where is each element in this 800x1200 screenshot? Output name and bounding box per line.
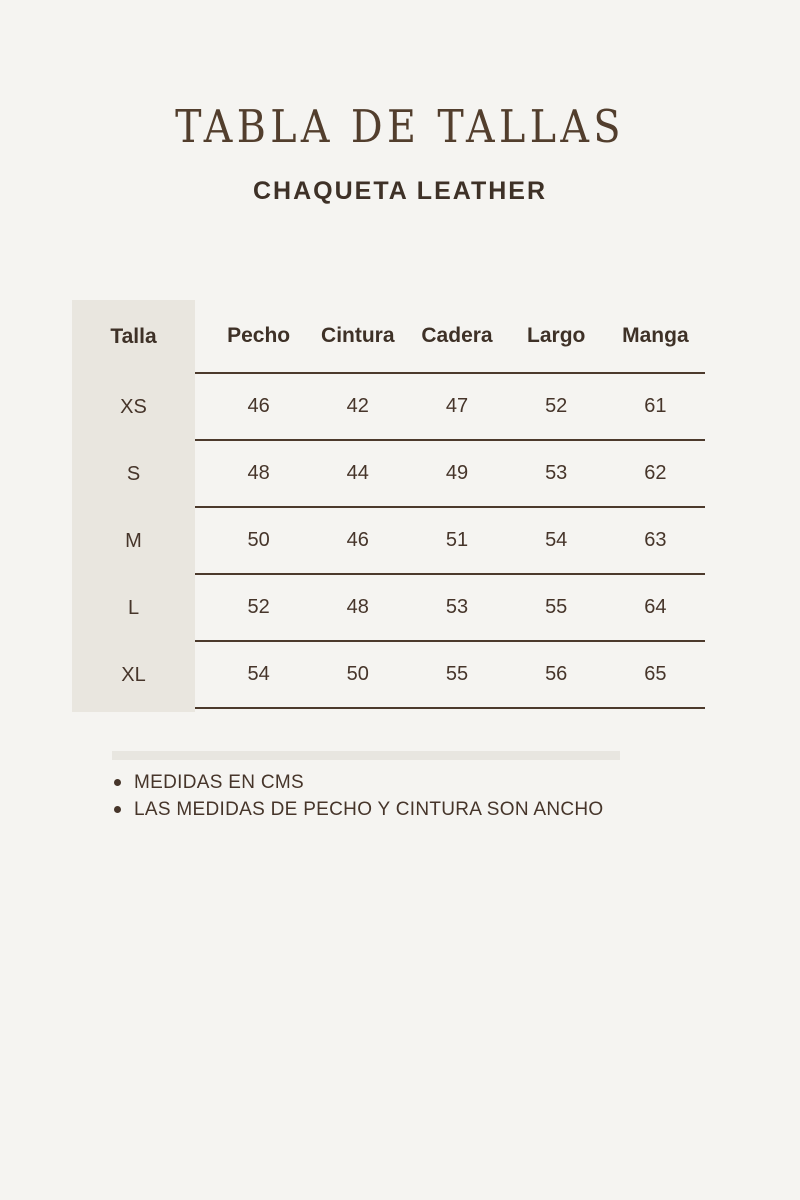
size-label: M — [125, 530, 142, 552]
measure-value: 54 — [247, 663, 270, 685]
table-header-row — [72, 300, 705, 374]
note-item — [114, 769, 604, 796]
note-text: MEDIDAS EN CMS — [134, 772, 304, 793]
column-header-talla: Talla — [110, 325, 157, 348]
measure-value: 50 — [247, 529, 270, 551]
table-row-m — [72, 508, 705, 575]
table-row-l — [72, 575, 705, 642]
row-cells — [195, 508, 705, 575]
measure-value: 50 — [346, 663, 369, 685]
table-row-xl — [72, 642, 705, 709]
measure-value: 56 — [545, 663, 568, 685]
column-header-cintura: Cintura — [321, 324, 395, 347]
measure-value: 61 — [644, 395, 667, 417]
table-row-xs — [72, 374, 705, 441]
measure-value: 48 — [247, 462, 270, 484]
decorative-divider-bar — [112, 751, 620, 760]
measure-value: 55 — [445, 663, 469, 685]
measure-value: 46 — [247, 395, 270, 417]
row-cells — [195, 575, 705, 642]
size-label: XS — [120, 396, 147, 418]
header-cells — [195, 300, 705, 374]
measure-value: 46 — [346, 529, 369, 551]
page-subtitle: CHAQUETA LEATHER — [252, 177, 548, 205]
note-text: LAS MEDIDAS DE PECHO Y CINTURA SON ANCHO — [134, 799, 604, 820]
column-header-cadera: Cadera — [421, 324, 493, 347]
page-title: TABLA DE TALLAS — [175, 100, 625, 153]
notes-list — [114, 769, 604, 823]
measure-value: 64 — [644, 596, 667, 618]
measure-value: 51 — [445, 529, 469, 551]
measure-value: 53 — [545, 462, 568, 484]
table-row-s — [72, 441, 705, 508]
bullet-icon — [114, 806, 121, 813]
column-header-pecho: Pecho — [227, 324, 291, 347]
measure-value: 47 — [445, 395, 469, 417]
measure-value: 42 — [346, 395, 369, 417]
measure-value: 52 — [545, 395, 568, 417]
row-cells — [195, 441, 705, 508]
size-label: S — [126, 463, 141, 485]
measure-value: 63 — [644, 529, 667, 551]
measure-value: 48 — [346, 596, 369, 618]
measure-value: 54 — [545, 529, 568, 551]
size-table — [72, 300, 705, 709]
column-header-manga: Manga — [622, 324, 689, 347]
column-header-largo: Largo — [527, 324, 586, 347]
bullet-icon — [114, 779, 121, 786]
measure-value: 53 — [445, 596, 469, 618]
measure-value: 44 — [346, 462, 369, 484]
measure-value: 52 — [247, 596, 270, 618]
measure-value: 65 — [644, 663, 667, 685]
row-cells — [195, 642, 705, 709]
row-cells — [195, 374, 705, 441]
size-label: XL — [121, 664, 146, 686]
size-label: L — [127, 597, 140, 619]
measure-value: 55 — [545, 596, 568, 618]
note-item — [114, 796, 604, 823]
measure-value: 49 — [445, 462, 469, 484]
measure-value: 62 — [644, 462, 667, 484]
